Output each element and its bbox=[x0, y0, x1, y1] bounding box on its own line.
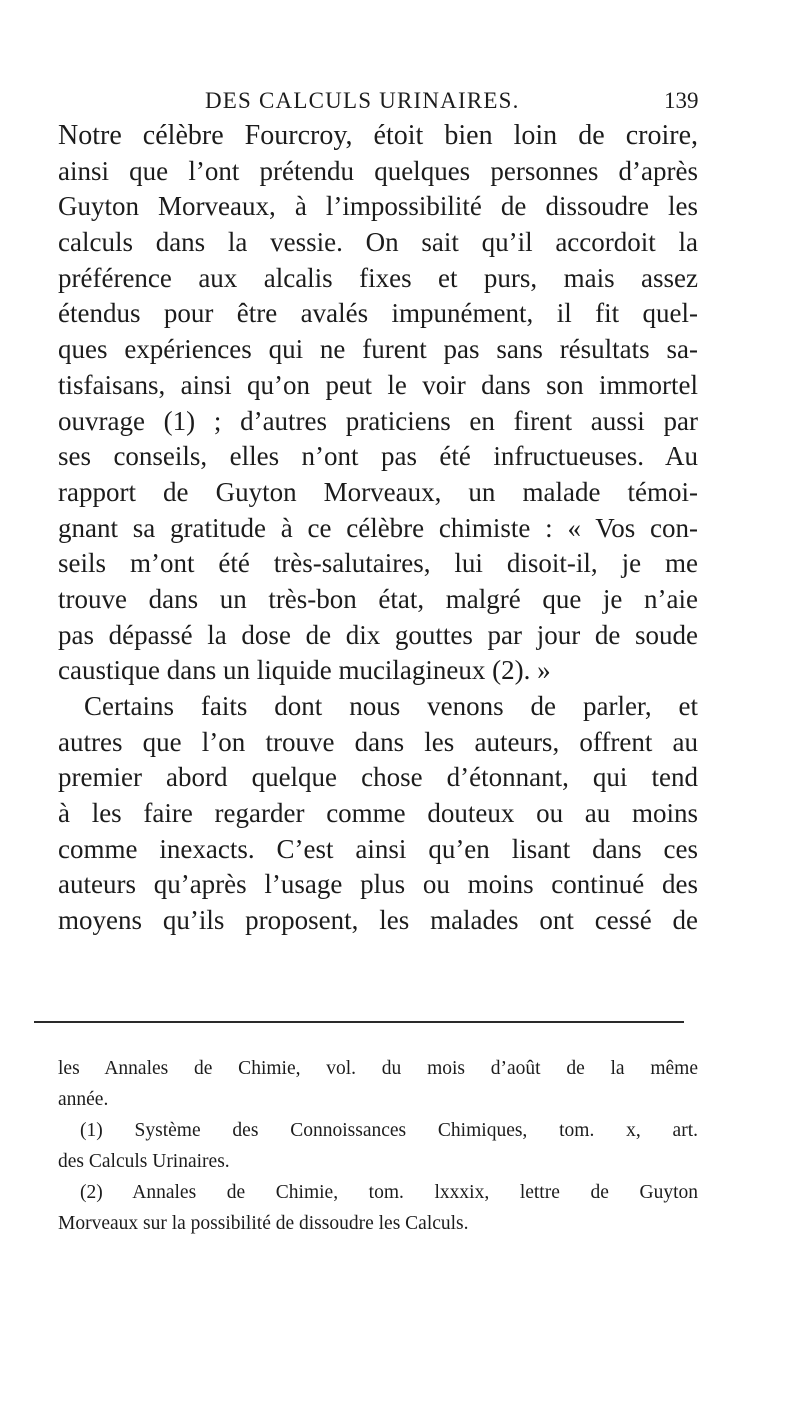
text-line: autres que l’on trouve dans les auteurs, offrent au bbox=[58, 726, 698, 757]
text-line: gnant sa gratitude à ce célèbre chimiste : « Vos con- bbox=[58, 512, 698, 543]
text-line: ouvrage (1) ; d’autres praticiens en firent aussi par bbox=[58, 405, 698, 436]
footnote-line: (1) Système des Connoissances Chimiques, tom. x, art. bbox=[80, 1120, 698, 1141]
running-head bbox=[0, 88, 800, 122]
footnotes bbox=[58, 1053, 698, 1239]
text-line: rapport de Guyton Morveaux, un malade témoi- bbox=[58, 476, 698, 507]
text-line: calculs dans la vessie. On sait qu’il accordoit la bbox=[58, 227, 698, 258]
text-line: Guyton Morveaux, à l’impossibilité de dissoudre les bbox=[58, 191, 698, 222]
text-line: étendus pour être avalés impunément, il fit quel- bbox=[58, 298, 698, 329]
footnote-line: (2) Annales de Chimie, tom. lxxxix, lettre de Guyton bbox=[80, 1182, 698, 1203]
page-number: 139 bbox=[664, 88, 699, 113]
footnote-line: Morveaux sur la possibilité de dissoudre les Calculs. bbox=[58, 1213, 469, 1234]
text-line: auteurs qu’après l’usage plus ou moins continué des bbox=[58, 869, 698, 900]
footnote-line: les Annales de Chimie, vol. du mois d’août de la même bbox=[58, 1058, 698, 1079]
text-line: premier abord quelque chose d’étonnant, qui tend bbox=[58, 762, 698, 793]
text-line: seils m’ont été très-salutaires, lui disoit-il, je me bbox=[58, 548, 698, 579]
footnote-line: année. bbox=[58, 1089, 109, 1110]
text-line: ses conseils, elles n’ont pas été infructueuses. Au bbox=[58, 441, 698, 472]
text-line: ques expériences qui ne furent pas sans résultats sa- bbox=[58, 334, 698, 365]
footnote-line: des Calculs Urinaires. bbox=[58, 1151, 230, 1172]
text-line: caustique dans un liquide mucilagineux (2). » bbox=[58, 655, 551, 686]
text-line: Notre célèbre Fourcroy, étoit bien loin de croire, bbox=[58, 120, 698, 151]
text-line: moyens qu’ils proposent, les malades ont cessé de bbox=[58, 905, 698, 936]
text-line: comme inexacts. C’est ainsi qu’en lisant dans ces bbox=[58, 833, 698, 864]
text-line: pas dépassé la dose de dix gouttes par jour de soude bbox=[58, 619, 698, 650]
text-line: tisfaisans, ainsi qu’on peut le voir dans son immortel bbox=[58, 369, 698, 400]
text-line: trouve dans un très-bon état, malgré que je n’aie bbox=[58, 583, 698, 614]
running-title: DES CALCULS URINAIRES. bbox=[205, 88, 520, 113]
footnote-divider bbox=[34, 1021, 684, 1023]
text-line: à les faire regarder comme douteux ou au moins bbox=[58, 798, 698, 829]
text-line: Certains faits dont nous venons de parler, et bbox=[84, 691, 698, 721]
main-text bbox=[58, 118, 698, 939]
text-line: préférence aux alcalis fixes et purs, mais assez bbox=[58, 262, 698, 293]
text-line: ainsi que l’ont prétendu quelques personnes d’après bbox=[58, 155, 698, 186]
